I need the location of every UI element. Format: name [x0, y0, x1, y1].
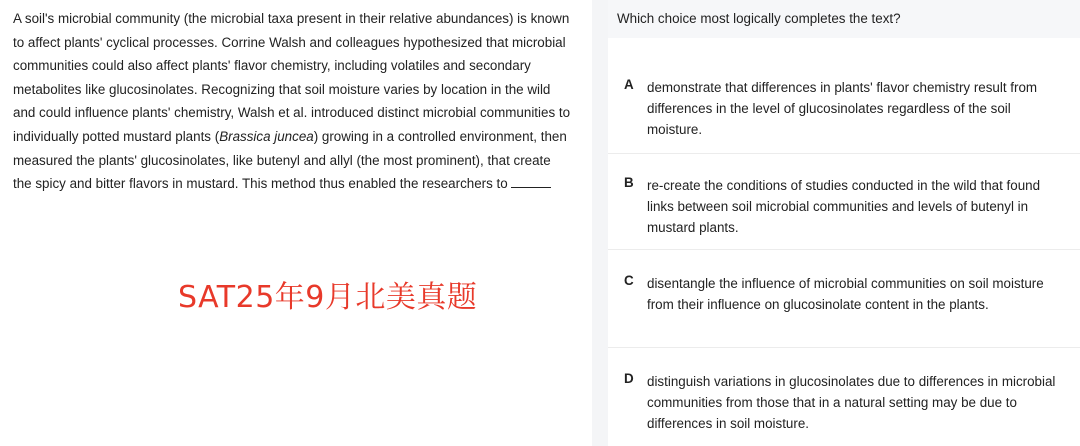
choice-text: demonstrate that differences in plants' flavor chemistry result from differences in the level of glucosinolates regardless of the soil moisture. [647, 80, 1038, 137]
choice-letter: C [624, 273, 634, 288]
panel-divider [592, 0, 608, 446]
choice-b[interactable] [608, 175, 1080, 250]
choice-a[interactable] [608, 77, 1080, 154]
question-prompt: Which choice most logically completes the text? [617, 11, 901, 26]
choice-letter: D [624, 371, 634, 386]
question-header [608, 0, 1080, 38]
passage-part-2: ) growing in a controlled environment, then measured the plants' glucosinolates, like butenyl and allyl (the most prominent), that create the spicy and bitter flavors in mustard. This method thus enabled the researchers to [13, 128, 567, 192]
choice-text: distinguish variations in glucosinolates due to differences in microbial communities from those that in a natural setting may be due to differences in soil moisture. [647, 374, 1056, 431]
passage-part-1: A soil's microbial community (the microbial taxa present in their relative abundances) is known to affect plants' cyclical processes. Corrine Walsh and colleagues hypothesized that microbial communities could also affect plants' flavor chemistry, including volatiles and secondary metabolites like glucosinolates. Recognizing that soil moisture varies by location in the wild and could influence plants' chemistry, Walsh et al. introduced distinct microbial communities to individually potted mustard plants ( [13, 11, 571, 144]
answer-blank [511, 175, 551, 188]
choice-letter: A [624, 77, 634, 92]
watermark-label: SAT25年9月北美真题 [178, 280, 478, 315]
choice-letter: B [624, 175, 634, 190]
choice-text: disentangle the influence of microbial communities on soil moisture from their influence on glucosinolate content in the plants. [647, 276, 1044, 312]
choice-d[interactable] [608, 371, 1080, 446]
species-name: Brassica juncea [219, 128, 314, 144]
choice-c[interactable] [608, 273, 1080, 348]
question-panel [608, 0, 1080, 446]
passage-text [13, 7, 573, 196]
choice-text: re-create the conditions of studies conducted in the wild that found links between soil microbial communities and levels of butenyl in mustard plants. [647, 178, 1041, 235]
